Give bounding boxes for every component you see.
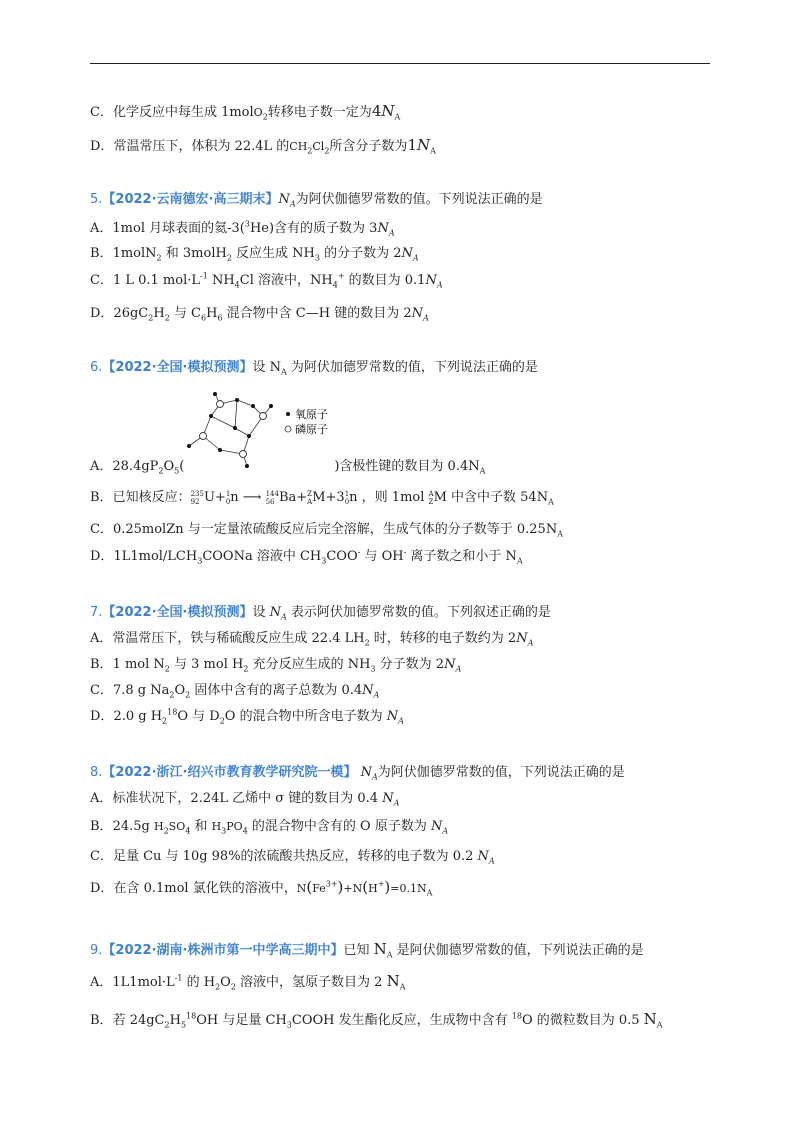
q7-option-c: C．7.8 g $Na_2O_2$ 固体中含有的离子总数为 $0.4N_A$	[90, 683, 380, 700]
q7-option-b: B．1 mol $N_2$ 与 3 mol $H_2$ 充分反应生成的 $NH_3$ 分子数为 $2N_A$	[90, 657, 462, 674]
question-5-title: 5.【2022·云南德宏·高三期末】$N_A$为阿伏伽德罗常数的值。下列说法正确的是	[90, 192, 543, 209]
option-d-prev: D．常温常压下，体积为 22.4L 的$CH_2Cl_2$所含分子数为$1N_A$	[90, 136, 436, 156]
q7-option-a: A．常温常压下，铁与稀硫酸反应生成 22.4 $LH_2$ 时，转移的电子数约为 $2N_A$	[90, 631, 534, 648]
top-rule	[90, 63, 710, 64]
q5-option-a: A．1mol 月球表面的氦-3($^3$He)含有的质子数为 $3N_A$	[90, 219, 395, 238]
q8-option-b: B．24.5g $H_2SO_4$ 和 $H_3PO_4$ 的混合物中含有的 O 原子数为 $N_A$	[90, 819, 449, 836]
q6-option-a: A．$28.4gP_2O_5$( )含极性键的数目为 $0.4N_A$	[90, 459, 486, 476]
question-6-title: 6.【2022·全国·模拟预测】设 $N_A$ 为阿伏加德罗常数的值，下列说法正确的是	[90, 360, 538, 377]
q5-option-c: C．1 L 0.1 $mol\cdot L^{-1}$ $NH_4Cl$ 溶液中，$NH_4^+$ 的数目为 $0.1N_A$	[90, 271, 443, 290]
q7-option-d: D．2.0 g $H_2^{18}O$ 与 $D_2O$ 的混合物中所含电子数为 $N_A$	[90, 707, 404, 726]
q9-option-a: A．$1L1mol\cdot L^{-1}$ 的 $H_2O_2$ 溶液中，氢原子数目为 2 $N_A$	[90, 972, 406, 992]
question-9-title: 9.【2022·湖南·株洲市第一中学高三期中】已知 $N_A$ 是阿伏伽德罗常数的值，下列说法正确的是	[90, 940, 644, 960]
option-c-prev: C．化学反应中每生成 1molO$_2$转移电子数一定为$4N_A$	[90, 102, 401, 122]
q8-option-a: A．标准状况下，2.24L 乙烯中 σ 键的数目为 0.4 $N_A$	[90, 791, 400, 808]
q5-option-d: D．$26gC_2H_2$ 与 $C_6H_6$ 混合物中含 C—H 键的数目为 $2N_A$	[90, 306, 429, 323]
q8-option-c: C．足量 Cu 与 10g 98%的浓硫酸共热反应，转移的电子数为 0.2 $N_A$	[90, 849, 495, 866]
q8-option-d: D．在含 0.1mol 氯化铁的溶液中，$N(Fe^{3+})+N(H^+)=0.1N_A$	[90, 878, 433, 898]
q5-option-b: B．1molN$_2$ 和 3molH$_2$ 反应生成 $NH_3$ 的分子数为 $2N_A$	[90, 246, 419, 263]
legend-phosphorus: 磷原子	[295, 423, 328, 436]
q6-option-b: B．已知核反应： 235 92 U+ 1 0 n ⟶ 144 56 Ba+ Z A M+3 1 0 n ，则 1mol A Z M 中含中子数 $54N_A$	[90, 489, 554, 507]
q6-option-c: C．0.25molZn 与一定量浓硫酸反应后完全溶解，生成气体的分子数等于 $0.25N_A$	[90, 522, 563, 539]
question-7-title: 7.【2022·全国·模拟预测】设 $N_A$ 表示阿伏加德罗常数的值。下列叙述正确的是	[90, 605, 551, 622]
q6-option-d: D．$1L1mol/LCH_3COONa$ 溶液中 $CH_3COO^-$ 与 OH- 离子数之和小于 $N_A$	[90, 547, 523, 566]
legend-oxygen: 氧原子	[295, 408, 328, 421]
q9-option-b: B．若 $24gC_2H_5^{18}OH$ 与足量 $CH_3COOH$ 发生酯化反应，生成物中含有 $^{18}$O 的微粒数目为 0.5 $N_A$	[90, 1010, 663, 1030]
question-8-title: 8.【2022·浙江·绍兴市教育教学研究院一模】 $N_A$为阿伏伽德罗常数的值，下列说法正确的是	[90, 765, 625, 782]
